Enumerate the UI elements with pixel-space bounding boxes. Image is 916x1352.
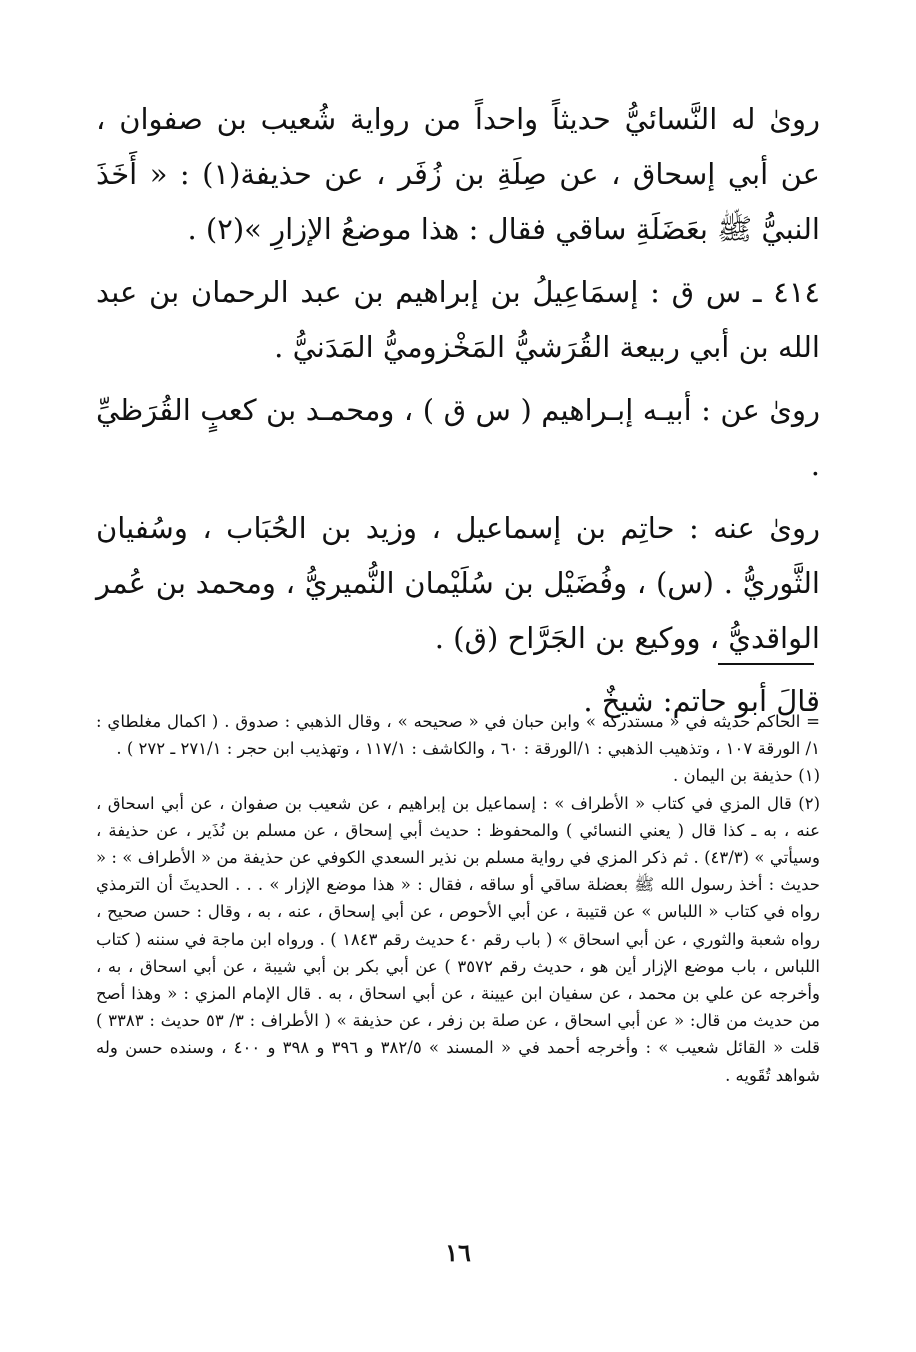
paragraph-abu-hatim: قالَ أبو حاتم: شيخٌ . xyxy=(583,684,820,718)
paragraph-narrated-by: روىٰ عنه : حاتِم بن إسماعيل ، وزيد بن الحُبَاب ، وسُفيان الثَّوريُّ . (س) ، وفُضَيْل بن سُلَيْمان النُّميريُّ ، ومحمد بن عُمر الواقديُّ ، ووكيع بن الجَرَّاح (ق) . xyxy=(96,511,820,655)
page-number: ١٦ xyxy=(445,1238,471,1267)
main-text xyxy=(96,92,820,737)
footnote-1: (١) حذيفة بن اليمان . xyxy=(672,766,820,786)
paragraph-narrated-from: روىٰ عن : أبيـه إبـراهيم ( س ق ) ، ومحمـد بن كعبٍ القُرَظيِّ . xyxy=(96,393,820,482)
footnote-continuation: = الحاكم حديثه في « مستدركه » وابن حبان في « صحيحه » ، وقال الذهبي : صدوق . ( اكمال مغلطاي : ١/ الورقة ١٠٧ ، وتذهيب الذهبي : ١/الورقة : ٦٠ ، والكاشف : ١١٧/١ ، وتهذيب ابن حجر : ٢٧١/١ ـ ٢٧٢ ) . xyxy=(96,712,820,759)
entry-414-heading: ٤١٤ ـ س ق : إسمَاعِيلُ بن إبراهيم بن عبد الرحمان بن عبد الله بن أبي ربيعة القُرَشيُّ المَخْزوميُّ المَدَنيُّ . xyxy=(96,275,820,364)
footnote-2: (٢) قال المزي في كتاب « الأطراف » : إسماعيل بن إبراهيم ، عن شعيب بن صفوان ، عن أبي اسحاق ، عنه ، به ـ كذا قال ( يعني النسائي ) والمحفوظ : حديث أبي إسحاق ، عن مسلم بن نُذَير ، عن حذيفة ، وسيأتي » (٤٣/٣) . ثم ذكر المزي في رواية مسلم بن نذير السعدي الكوفي عن حذيفة من « الأطراف » : « حديث : أخذ رسول الله ﷺ بعضلة ساقي أو ساقه ، فقال : « هذا موضع الإزار » . . . الحديثَ أن الترمذي رواه في كتاب « اللباس » عن قتيبة ، عن أبي الأحوص ، عن أبي إسحاق ، عنه ، به ، وقال : حسن صحيح ، رواه شعبة والثوري ، عن أبي اسحاق » ( باب رقم ٤٠ حديث رقم ١٨٤٣ ) . ورواه ابن ماجة في سننه ( كتاب اللباس ، باب موضع الإزار أين هو ، حديث رقم ٣٥٧٢ ) عن أبي بكر بن أبي شيبة ، عن أبي اسحاق ، به ، وأخرجه عن علي بن محمد ، عن سفيان ابن عيينة ، عن أبي اسحاق ، به . قال الإمام المزي : « وهذا أصح من حديث من قال: « عن أبي اسحاق ، عن صلة بن زفر ، عن حذيفة » ( الأطراف : ٣/ ٥٣ حديث : ٣٣٨٣ ) قلت « القائل شعيب » : وأخرجه أحمد في « المسند » ٣٨٢/٥ و ٣٩٦ و ٣٩٨ و ٤٠٠ ، وسنده حسن وله شواهد تُقَويه . xyxy=(96,793,820,1085)
footnotes xyxy=(96,708,820,1089)
footnote-separator xyxy=(718,663,814,665)
paragraph-nasai-narration: روىٰ له النَّسائيُّ حديثاً واحداً من رواية شُعيب بن صفوان ، عن أبي إسحاق ، عن صِلَةِ بن زُفَر ، عن حذيفة(١) : « أَخَذَ النبيُّ ﷺ بعَضَلَةِ ساقي فقال : هذا موضعُ الإزارِ »(٢) . xyxy=(96,102,820,246)
